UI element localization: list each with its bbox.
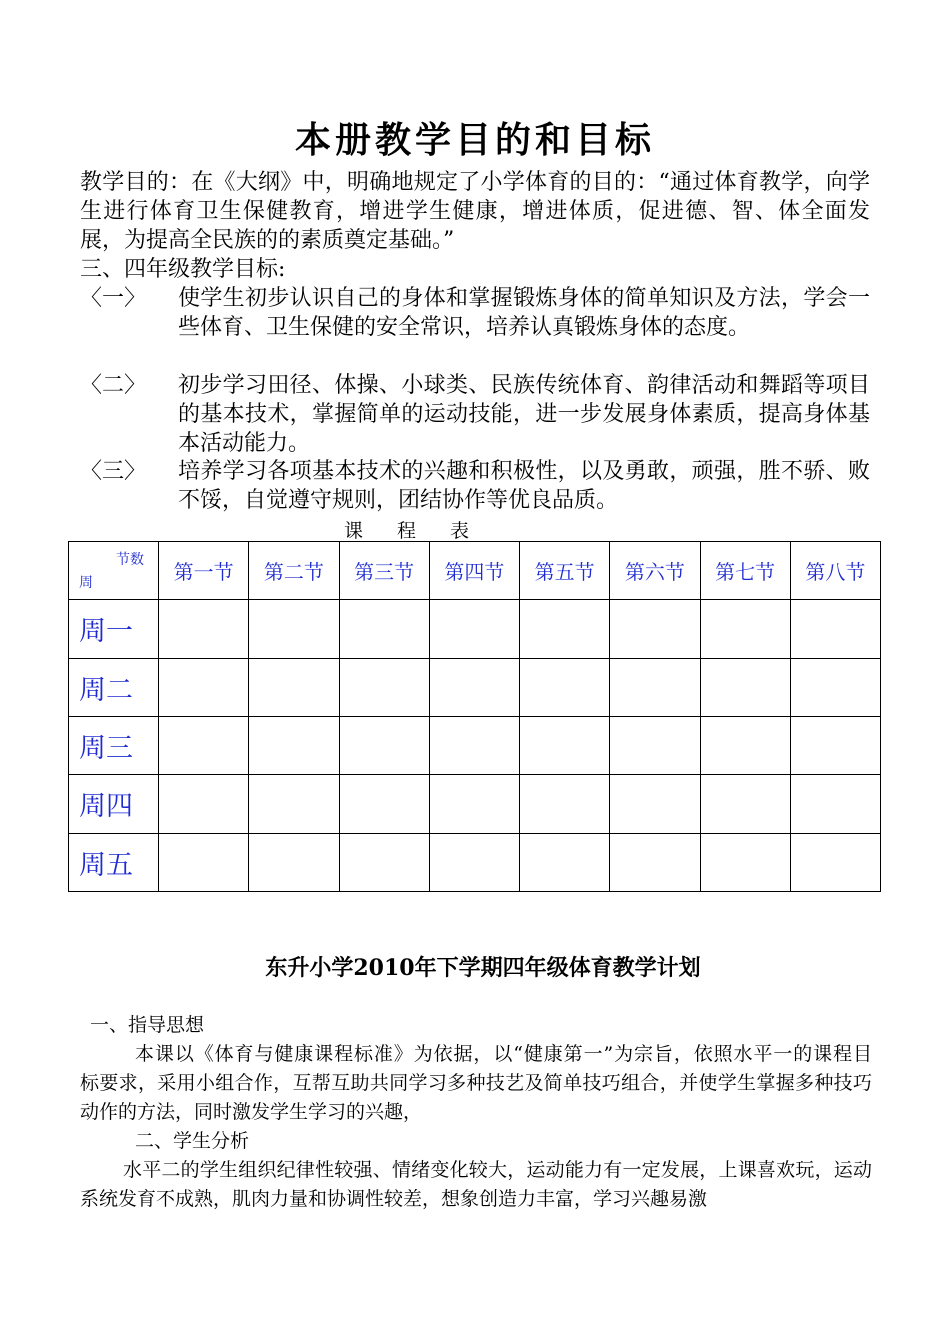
schedule-cell [520,716,610,774]
schedule-caption [344,516,503,543]
schedule-cell [339,600,429,658]
goal-text: 使学生初步认识自己的身体和掌握锻炼身体的简单知识及方法，学会一些体育、卫生保健的安全常识，培养认真锻炼身体的态度。 [178,286,870,340]
period-header: 第六节 [610,542,700,600]
goal-marker: 〈二〉 [80,373,147,398]
schedule-header-row [69,542,881,600]
schedule-cell [700,716,790,774]
schedule-cell [249,716,339,774]
guiding-thought-paragraph: 本课以《体育与健康课程标准》为依据，以“健康第一”为宗旨，依照水平一的课程目 标要求，采用小组合作，互帮互助共同学习多种技艺及简单技巧组合，并使学生掌握多种技巧动作的方法，同时激发学生学习的兴趣， [80,1043,892,1123]
schedule-cell [520,833,610,891]
period-header: 第一节 [159,542,249,600]
schedule-cell [159,775,249,833]
schedule-cell [700,833,790,891]
schedule-cell [159,600,249,658]
schedule-cell [610,716,700,774]
corner-week-label: 周 [79,575,93,592]
schedule-corner-cell [69,542,159,600]
schedule-cell [790,833,880,891]
schedule-cell [429,600,519,658]
schedule-cell [249,658,339,716]
schedule-cell [429,775,519,833]
caption-char: 课 [344,520,364,542]
schedule-cell [159,833,249,891]
plan-title: 东升小学2010年下学期四年级体育教学计划 [265,955,701,981]
schedule-cell [339,716,429,774]
schedule-cell [610,600,700,658]
caption-char: 表 [450,520,470,542]
goal-text: 初步学习田径、体操、小球类、民族传统体育、韵律活动和舞蹈等项目的基本技术，掌握简单的运动技能，进一步发展身体素质，提高身体基本活动能力。 [178,373,870,456]
teaching-purpose-paragraph: 教学目的：在《大纲》中，明确地规定了小学体育的目的：“通过体育教学，向学生进行体育卫生保健教育，增进学生健康，增进体质，促进德、智、体全面发展，为提高全民族的的素质奠定基础。” [80,170,870,253]
period-header: 第三节 [339,542,429,600]
table-row [69,658,881,716]
schedule-cell [610,658,700,716]
student-analysis-paragraph: 水平二的学生组织纪律性较强、情绪变化较大，运动能力有一定发展，上课喜欢玩，运动系统发育不成熟，肌肉力量和协调性较差，想象创造力丰富，学习兴趣易激 [80,1159,872,1210]
schedule-cell [159,658,249,716]
goal-marker: 〈一〉 [80,286,147,311]
day-label: 周四 [69,775,159,833]
schedule-table [68,541,881,892]
schedule-cell [700,775,790,833]
table-row [69,833,881,891]
period-header: 第五节 [520,542,610,600]
schedule-cell [790,658,880,716]
schedule-cell [790,716,880,774]
schedule-cell [790,600,880,658]
goal-text: 培养学习各项基本技术的兴趣和积极性，以及勇敢，顽强，胜不骄、败不馁，自觉遵守规则，团结协作等优良品质。 [178,459,870,513]
table-row [69,716,881,774]
schedule-cell [429,658,519,716]
period-header: 第四节 [429,542,519,600]
caption-char: 程 [397,520,417,542]
page-title: 本册教学目的和目标 [294,119,655,161]
schedule-cell [520,658,610,716]
goal-item-2 [80,371,870,458]
goal-marker: 〈三〉 [80,459,147,484]
section-heading-student-analysis: 二、学生分析 [135,1130,250,1152]
schedule-cell [249,775,339,833]
schedule-cell [249,833,339,891]
goal-item-1 [80,284,870,342]
table-row [69,600,881,658]
schedule-cell [339,833,429,891]
day-label: 周二 [69,658,159,716]
period-header: 第七节 [700,542,790,600]
schedule-cell [429,716,519,774]
period-header: 第八节 [790,542,880,600]
schedule-cell [790,775,880,833]
schedule-cell [159,716,249,774]
table-row [69,775,881,833]
day-label: 周三 [69,716,159,774]
schedule-cell [700,600,790,658]
schedule-cell [520,600,610,658]
section-heading-guiding-thought: 一、指导思想 [90,1014,205,1036]
schedule-cell [610,775,700,833]
corner-period-label: 节数 [116,552,144,568]
goal-item-3 [80,457,870,515]
day-label: 周一 [69,600,159,658]
schedule-cell [249,600,339,658]
schedule-cell [339,775,429,833]
schedule-cell [339,658,429,716]
schedule-cell [429,833,519,891]
schedule-cell [700,658,790,716]
schedule-cell [610,833,700,891]
day-label: 周五 [69,833,159,891]
schedule-cell [520,775,610,833]
goals-heading: 三、四年级教学目标: [80,257,286,282]
period-header: 第二节 [249,542,339,600]
